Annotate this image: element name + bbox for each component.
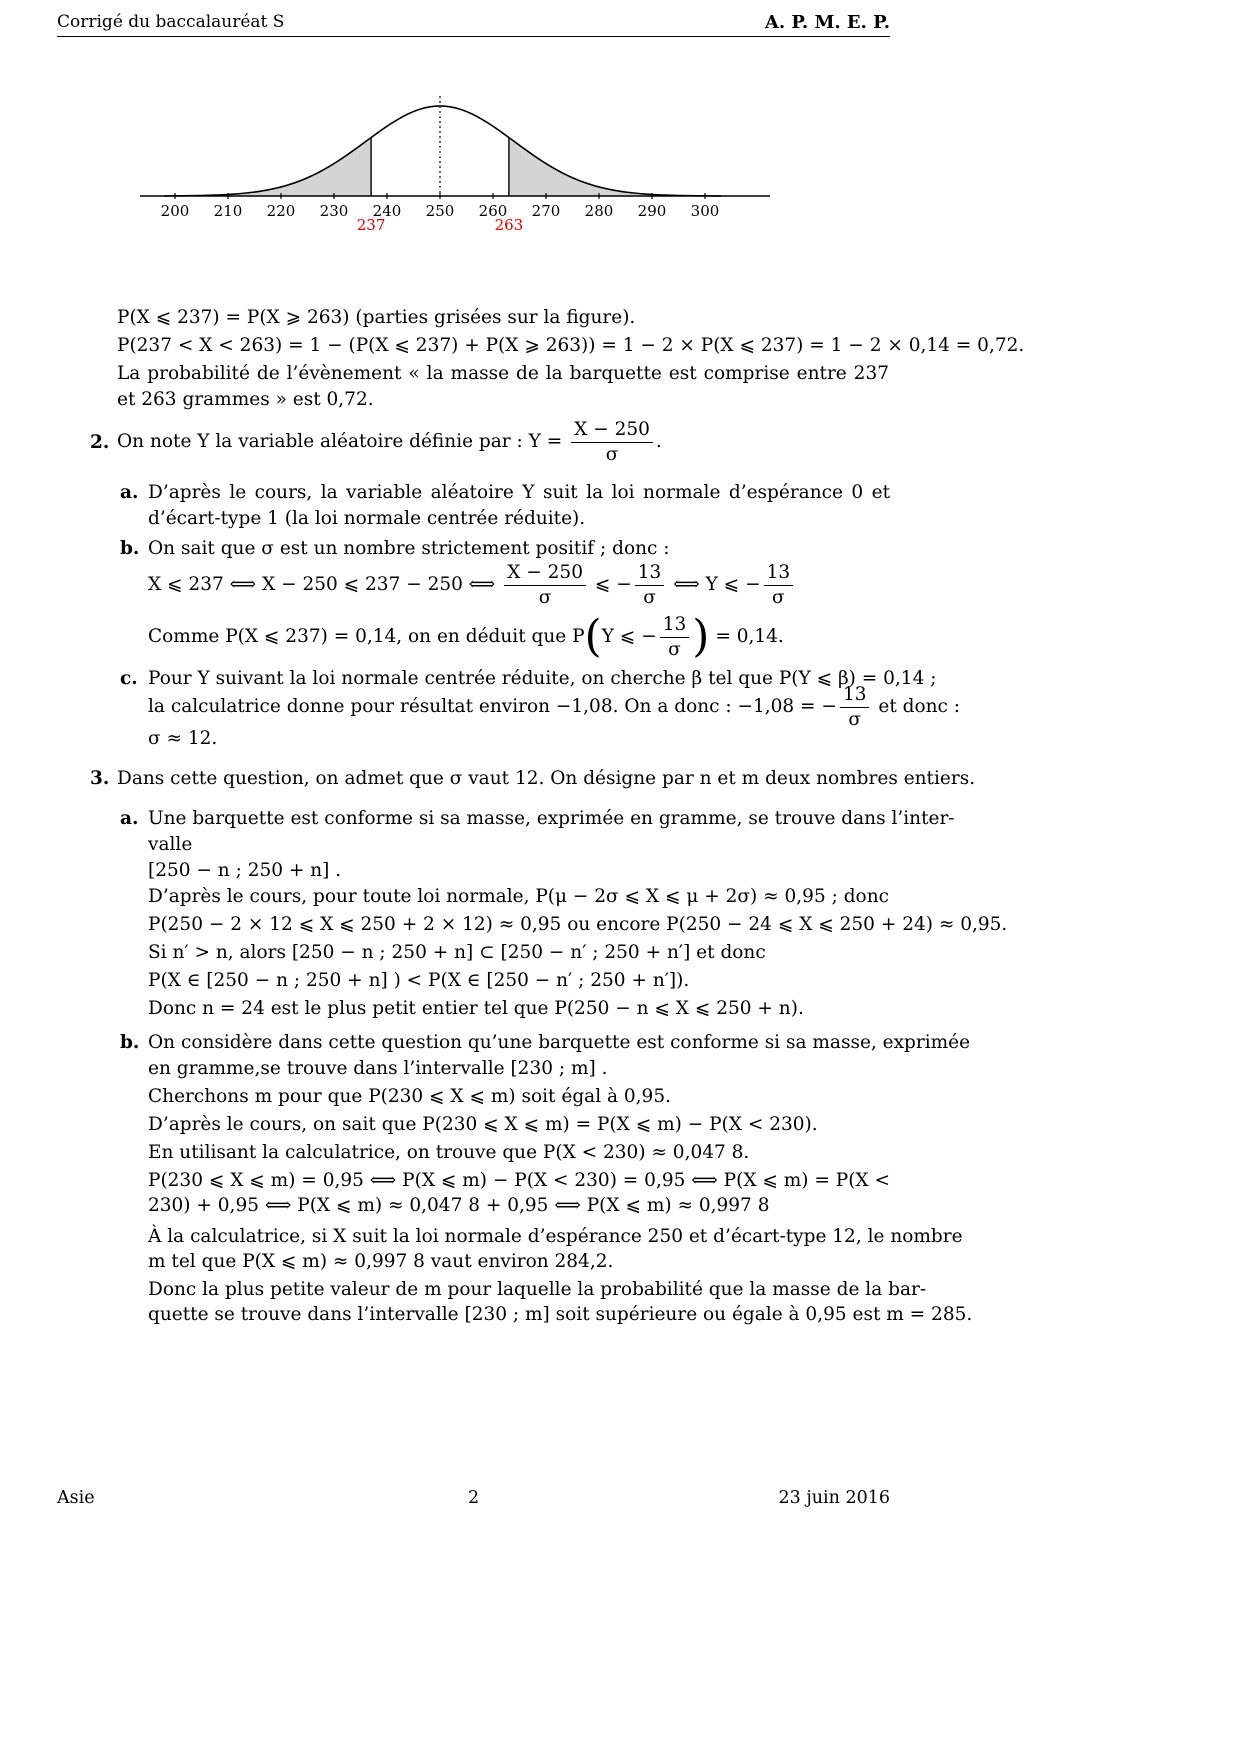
q2-intro: On note Y la variable aléatoire définie par : Y = <box>117 431 563 452</box>
q3-intro: Dans cette question, on admet que σ vaut 12. On désigne par n et m deux nombres entiers. <box>117 768 976 789</box>
q2b-end: = 0,14. <box>715 626 784 647</box>
q2a-text: D’après le cours, la variable aléatoire Y suit la loi normale d’espérance 0 et d’écart-type 1 (la loi normale centrée réduite). <box>148 482 890 529</box>
q3b-label: b. <box>120 1032 140 1053</box>
q2-fraction <box>571 418 653 467</box>
q3a-line: Une barquette est conforme si sa masse, exprimée en gramme, se trouve dans l’inter- <box>148 808 955 829</box>
q2c-line3: σ ≈ 12. <box>148 728 218 749</box>
q3b-line: D’après le cours, on sait que P(230 ⩽ X ⩽ m) = P(X ⩽ m) − P(X < 230). <box>148 1114 818 1135</box>
q3a-label: a. <box>120 808 139 829</box>
q3a-line: valle <box>148 834 193 855</box>
p1-line2: P(237 < X < 263) = 1 − (P(X ⩽ 237) + P(X ⩾ 263)) = 1 − 2 × P(X ⩽ 237) = 1 − 2 × 0,14 = 0,72. <box>117 335 1025 356</box>
axis-tick-label: 240 <box>372 202 402 220</box>
q2b-frac-2 <box>635 561 665 610</box>
q3a-line: Donc n = 24 est le plus petit entier tel que P(250 − n ⩽ X ⩽ 250 + n). <box>148 998 804 1019</box>
q2b-equivalences <box>148 560 796 610</box>
q3b-line: quette se trouve dans l’intervalle [230 ; m] soit supérieure ou égale à 0,95 est m = 285. <box>148 1304 973 1325</box>
q2b-comme: Comme P(X ⩽ 237) = 0,14, on en déduit que P <box>148 626 585 647</box>
q2c-frac-num: 13 <box>840 683 870 708</box>
q3b-line: en gramme,se trouve dans l’intervalle [230 ; m] . <box>148 1058 608 1079</box>
footer-date: 23 juin 2016 <box>778 1488 890 1508</box>
axis-tick-label: 220 <box>266 202 296 220</box>
q2b-text: On sait que σ est un nombre strictement positif ; donc : <box>148 538 670 559</box>
q2b-eq-mid: ⩽ − <box>594 574 632 595</box>
q2b-frac-3 <box>764 561 794 610</box>
q2c-label: c. <box>120 668 138 689</box>
q3a-line: P(X ∈ [250 − n ; 250 + n] ) < P(X ∈ [250 − n′ ; 250 + n′]). <box>148 970 690 991</box>
q2c-line2 <box>148 682 960 732</box>
label-263: 263 <box>494 216 524 234</box>
q2b-frac1-den: σ <box>538 586 552 608</box>
q2b-frac1-num: X − 250 <box>504 561 586 586</box>
axis-tick-label: 300 <box>690 202 720 220</box>
shaded-right-tail <box>509 138 721 196</box>
page-header <box>57 12 890 37</box>
q2b-frac-1 <box>504 561 586 610</box>
shaded-left-tail <box>164 138 371 196</box>
axis-tick-label: 280 <box>584 202 614 220</box>
q2b-inner: Y ⩽ − <box>601 626 657 647</box>
q2b-frac2-den: σ <box>643 586 656 608</box>
q3b-line: En utilisant la calculatrice, on trouve que P(X < 230) ≈ 0,047 8. <box>148 1142 750 1163</box>
q2b-frac3-num: 13 <box>764 561 794 586</box>
axis-tick-label: 290 <box>637 202 667 220</box>
page-number: 2 <box>468 1488 480 1508</box>
axis-tick-label: 250 <box>425 202 455 220</box>
axis-tick-label: 200 <box>160 202 190 220</box>
q2a-label: a. <box>120 482 139 503</box>
footer-left: Asie <box>57 1488 95 1508</box>
q2b-comme-line: Comme P(X ⩽ 237) = 0,14, on en déduit que P(Y ⩽ − $\frac{13}{\sigma}$ ) = 0,14. <box>148 611 784 662</box>
q3a-line: D’après le cours, pour toute loi normale, P(μ − 2σ ⩽ X ⩽ μ + 2σ) ≈ 0,95 ; donc <box>148 886 889 907</box>
q2c-line2b: et donc : <box>878 696 961 717</box>
normal-distribution-figure <box>140 96 820 266</box>
axis-tick-label: 210 <box>213 202 243 220</box>
q3b-line: 230) + 0,95 ⟺ P(X ⩽ m) ≈ 0,047 8 + 0,95 ⟺ P(X ⩽ m) ≈ 0,997 8 <box>148 1195 770 1216</box>
q2b-frac4-num: 13 <box>660 613 690 638</box>
q2-number: 2. <box>90 432 110 453</box>
label-237: 237 <box>356 216 386 234</box>
q2b-frac4-den: σ <box>668 638 681 660</box>
q2b-frac2-num: 13 <box>635 561 665 586</box>
q3a-line: [250 − n ; 250 + n] . <box>148 860 342 881</box>
p1-line1: P(X ⩽ 237) = P(X ⩾ 263) (parties grisées sur la figure). <box>117 307 636 328</box>
q3a-line: Si n′ > n, alors [250 − n ; 250 + n] ⊂ [250 − n′ ; 250 + n′] et donc <box>148 942 766 963</box>
axis-tick-label: 260 <box>478 202 508 220</box>
axis-tick-label: 230 <box>319 202 349 220</box>
q2-frac-den: σ <box>605 443 619 465</box>
p1-line3: La probabilité de l’évènement « la masse de la barquette est comprise entre 237 et 263 grammes » est 0,72. <box>117 363 889 410</box>
q3b-line: On considère dans cette question qu’une barquette est conforme si sa masse, exprimée <box>148 1032 971 1053</box>
q2-frac-num: X − 250 <box>571 418 653 443</box>
q2c-line2a: la calculatrice donne pour résultat environ −1,08. On a donc : −1,08 = − <box>148 696 837 717</box>
q2c-line1: Pour Y suivant la loi normale centrée réduite, on cherche β tel que P(Y ⩽ β) = 0,14 ; <box>148 668 937 689</box>
q3-number: 3. <box>90 768 110 789</box>
q2c-frac-den: σ <box>848 708 862 730</box>
q3b-line: Donc la plus petite valeur de m pour laquelle la probabilité que la masse de la bar- <box>148 1279 927 1300</box>
q3b-line: À la calculatrice, si X suit la loi normale d’espérance 250 et d’écart-type 12, le nombre <box>148 1226 963 1247</box>
density-curve <box>164 106 721 196</box>
axis-tick-label: 270 <box>531 202 561 220</box>
q3b-line: m tel que P(X ⩽ m) ≈ 0,997 8 vaut environ 284,2. <box>148 1251 614 1272</box>
q2b-frac3-den: σ <box>772 586 785 608</box>
axis-tick-labels <box>161 202 720 220</box>
header-title: Corrigé du baccalauréat S <box>57 12 285 32</box>
q3b-line: Cherchons m pour que P(230 ⩽ X ⩽ m) soit égal à 0,95. <box>148 1086 671 1107</box>
header-brand: A. P. M. E. P. <box>764 12 890 33</box>
q3a-line: P(250 − 2 × 12 ⩽ X ⩽ 250 + 2 × 12) ≈ 0,95 ou encore P(250 − 24 ⩽ X ⩽ 250 + 24) ≈ 0,95. <box>148 914 1008 935</box>
q2-intro-line: On note Y la variable aléatoire définie par : Y = $\frac{X - 250}{\sigma}$ . <box>117 418 662 465</box>
q2b-eq-mid2: ⟺ Y ⩽ − <box>673 574 761 595</box>
q2b-eq-start: X ⩽ 237 ⟺ X − 250 ⩽ 237 − 250 ⟺ <box>148 574 496 595</box>
q2b-frac-4 <box>660 613 690 662</box>
q2c-frac <box>840 683 870 732</box>
q3b-line: P(230 ⩽ X ⩽ m) = 0,95 ⟺ P(X ⩽ m) − P(X < 230) = 0,95 ⟺ P(X ⩽ m) = P(X < <box>148 1170 890 1191</box>
q2b-label: b. <box>120 538 140 559</box>
